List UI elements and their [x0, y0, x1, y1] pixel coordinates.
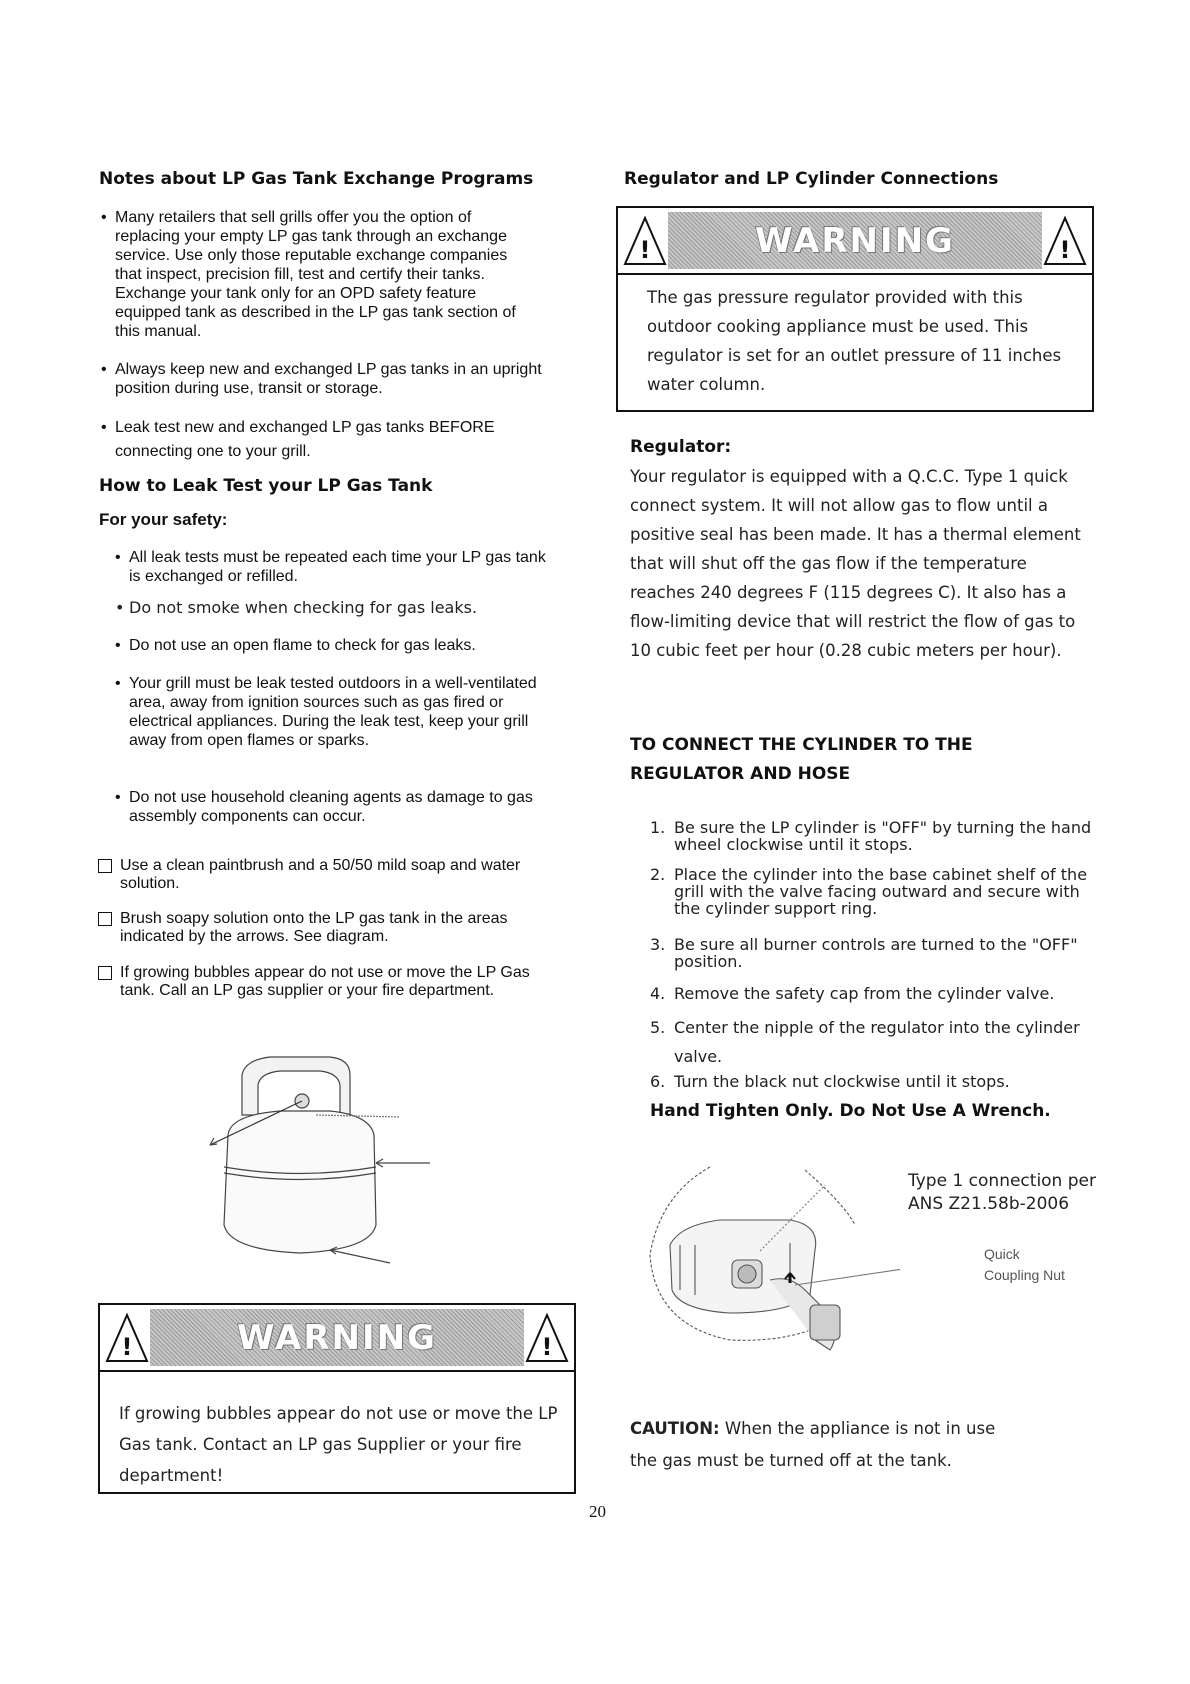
step-text: Be sure all burner controls are turned to the "OFF" position. — [674, 935, 1078, 971]
caution-text-line2: the gas must be turned off at the tank. — [630, 1451, 952, 1470]
warning-label: WARNING — [755, 220, 955, 261]
bullet-text: Do not use household cleaning agents as damage to gas assembly components can occur. — [129, 789, 533, 825]
regulator-heading: Regulator: — [630, 437, 732, 457]
step-text: Turn the black nut clockwise until it stops. — [674, 1072, 1010, 1091]
caution-text-line1: When the appliance is not in use — [719, 1419, 996, 1438]
step-number: 3. — [650, 935, 666, 954]
svg-text:!: ! — [541, 1333, 553, 1361]
diagram-label-coupling-line1: Quick — [984, 1246, 1020, 1262]
bullet-safety-5: • Do not use household cleaning agents as damage to gas assembly components can occur. — [115, 789, 533, 825]
connect-step — [650, 1072, 1094, 1091]
checklist-text: Use a clean paintbrush and a 50/50 mild soap and water solution. — [120, 857, 521, 892]
checklist-item-1 — [120, 857, 550, 893]
regulator-text: Your regulator is equipped with a Q.C.C. Type 1 quick connect system. It will not allow gas to flow until a positive seal has been made. It has a thermal element that will shut off the gas flow if the temperature reaches 240 degrees F (115 degrees C). It also has a flow-limiting device that will restrict the flow of gas to 10 cubic feet per hour (0.28 cubic meters per hour). — [630, 467, 1081, 660]
caution-label: CAUTION: — [630, 1419, 720, 1438]
checklist-text: Brush soapy solution onto the LP gas tank in the areas indicated by the arrows. See diagram. — [120, 910, 508, 945]
right-heading-regulator: Regulator and LP Cylinder Connections — [624, 169, 999, 189]
warning-label: WARNING — [237, 1317, 437, 1358]
checkbox-icon — [98, 966, 112, 980]
bullet-exchange-3: • Leak test new and exchanged LP gas tanks BEFORE connecting one to your grill. — [101, 419, 495, 460]
left-warning-box — [98, 1372, 576, 1494]
checklist-item-2 — [120, 910, 560, 946]
svg-text:!: ! — [121, 1333, 133, 1361]
bullet-safety-2: • Do not smoke when checking for gas leaks. — [115, 598, 478, 617]
step-text: Remove the safety cap from the cylinder valve. — [674, 984, 1055, 1003]
warning-triangle-icon — [1043, 214, 1087, 268]
warning-triangle-icon — [623, 214, 667, 268]
diagram-label-coupling-line2: Coupling Nut — [984, 1267, 1065, 1283]
bullet-exchange-2: • Always keep new and exchanged LP gas tanks in an upright position during use, transit or storage. — [101, 361, 542, 397]
checklist-text: If growing bubbles appear do not use or move the LP Gas tank. Call an LP gas supplier or your fire department. — [120, 964, 530, 999]
connect-step — [650, 935, 1094, 971]
checkbox-icon — [98, 859, 112, 873]
bullet-safety-4: • Your grill must be leak tested outdoors in a well-ventilated area, away from ignition sources such as gas fired or electrical appliances. During the leak test, keep your grill away from open flames or sparks. — [115, 675, 537, 749]
step-number: 5. — [650, 1018, 666, 1037]
diagram-label-type1-line2: ANS Z21.58b-2006 — [908, 1194, 1070, 1214]
step-text: Be sure the LP cylinder is "OFF" by turning the hand wheel clockwise until it stops. — [674, 818, 1092, 854]
page-number: 20 — [589, 1502, 606, 1521]
connect-step — [650, 865, 1094, 918]
svg-text:!: ! — [639, 236, 651, 264]
checkbox-icon — [98, 912, 112, 926]
bullet-text: Do not smoke when checking for gas leaks. — [129, 598, 478, 617]
step-text: Center the nipple of the regulator into the cylinder valve. — [674, 1018, 1080, 1066]
bullet-safety-1: • All leak tests must be repeated each time your LP gas tank is exchanged or refilled. — [115, 549, 546, 585]
right-warning-text: The gas pressure regulator provided with this outdoor cooking appliance must be used. This regulator is set for an outlet pressure of 11 inches water column. — [647, 288, 1062, 394]
bullet-text: Your grill must be leak tested outdoors in a well-ventilated area, away from ignition sources such as gas fired or electrical appliances. During the leak test, keep your grill away from open flames or sparks. — [129, 675, 537, 749]
diagram-label-type1 — [908, 1170, 1096, 1216]
connect-step — [650, 1013, 1094, 1071]
svg-text:!: ! — [1059, 236, 1071, 264]
right-warning-box — [616, 275, 1094, 412]
regulator-connection-diagram — [640, 1165, 900, 1395]
right-warning-banner — [616, 206, 1094, 275]
warning-label-bar — [150, 1309, 524, 1366]
step-number: 2. — [650, 865, 666, 884]
left-warning-banner — [98, 1303, 576, 1372]
step-number: 4. — [650, 984, 666, 1003]
connect-heading-line1: TO CONNECT THE CYLINDER TO THE — [630, 735, 973, 755]
left-heading-exchange: Notes about LP Gas Tank Exchange Programs — [99, 169, 534, 189]
bullet-safety-3: • Do not use an open flame to check for gas leaks. — [115, 637, 476, 654]
caution-note — [630, 1413, 1100, 1477]
warning-triangle-icon — [105, 1311, 149, 1365]
bullet-text: Do not use an open flame to check for gas leaks. — [129, 637, 476, 654]
safety-subheading: For your safety: — [99, 510, 228, 529]
step-number: 1. — [650, 818, 666, 837]
bullet-text: Leak test new and exchanged LP gas tanks BEFORE connecting one to your grill. — [115, 419, 495, 460]
warning-label-bar — [668, 212, 1042, 269]
bullet-text: All leak tests must be repeated each time your LP gas tank is exchanged or refilled. — [129, 549, 546, 585]
lp-tank-diagram — [190, 1045, 440, 1265]
connect-step — [650, 818, 1094, 854]
hand-tighten-note: Hand Tighten Only. Do Not Use A Wrench. — [650, 1101, 1051, 1121]
bullet-text: Many retailers that sell grills offer you the option of replacing your empty LP gas tank through an exchange service. Use only those reputable exchange companies that inspect, precision fill, test and certify their tanks. Exchange your tank only for an OPD safety feature equipped tank as described in the LP gas tank section of this manual. — [115, 209, 516, 340]
connect-heading-line2: REGULATOR AND HOSE — [630, 764, 851, 784]
connect-heading — [630, 731, 973, 789]
connect-step — [650, 984, 1094, 1003]
step-text: Place the cylinder into the base cabinet shelf of the grill with the valve facing outward and secure with the cylinder support ring. — [674, 865, 1088, 918]
warning-triangle-icon — [525, 1311, 569, 1365]
bullet-exchange-1: • Many retailers that sell grills offer you the option of replacing your empty LP gas tank through an exchange service. Use only those reputable exchange companies that inspect, precision fill, test and certify their tanks. Exchange your tank only for an OPD safety feature equipped tank as described in the LP gas tank section of this manual. — [101, 209, 516, 340]
left-heading-leak-test: How to Leak Test your LP Gas Tank — [99, 476, 433, 496]
diagram-label-type1-line1: Type 1 connection per — [908, 1171, 1096, 1191]
bullet-text: Always keep new and exchanged LP gas tanks in an upright position during use, transit or storage. — [115, 361, 542, 397]
left-warning-text: If growing bubbles appear do not use or move the LP Gas tank. Contact an LP gas Supplier or your fire department! — [119, 1404, 558, 1485]
diagram-label-coupling-nut — [984, 1244, 1065, 1286]
checklist-item-3 — [120, 964, 560, 1000]
step-number: 6. — [650, 1072, 666, 1091]
